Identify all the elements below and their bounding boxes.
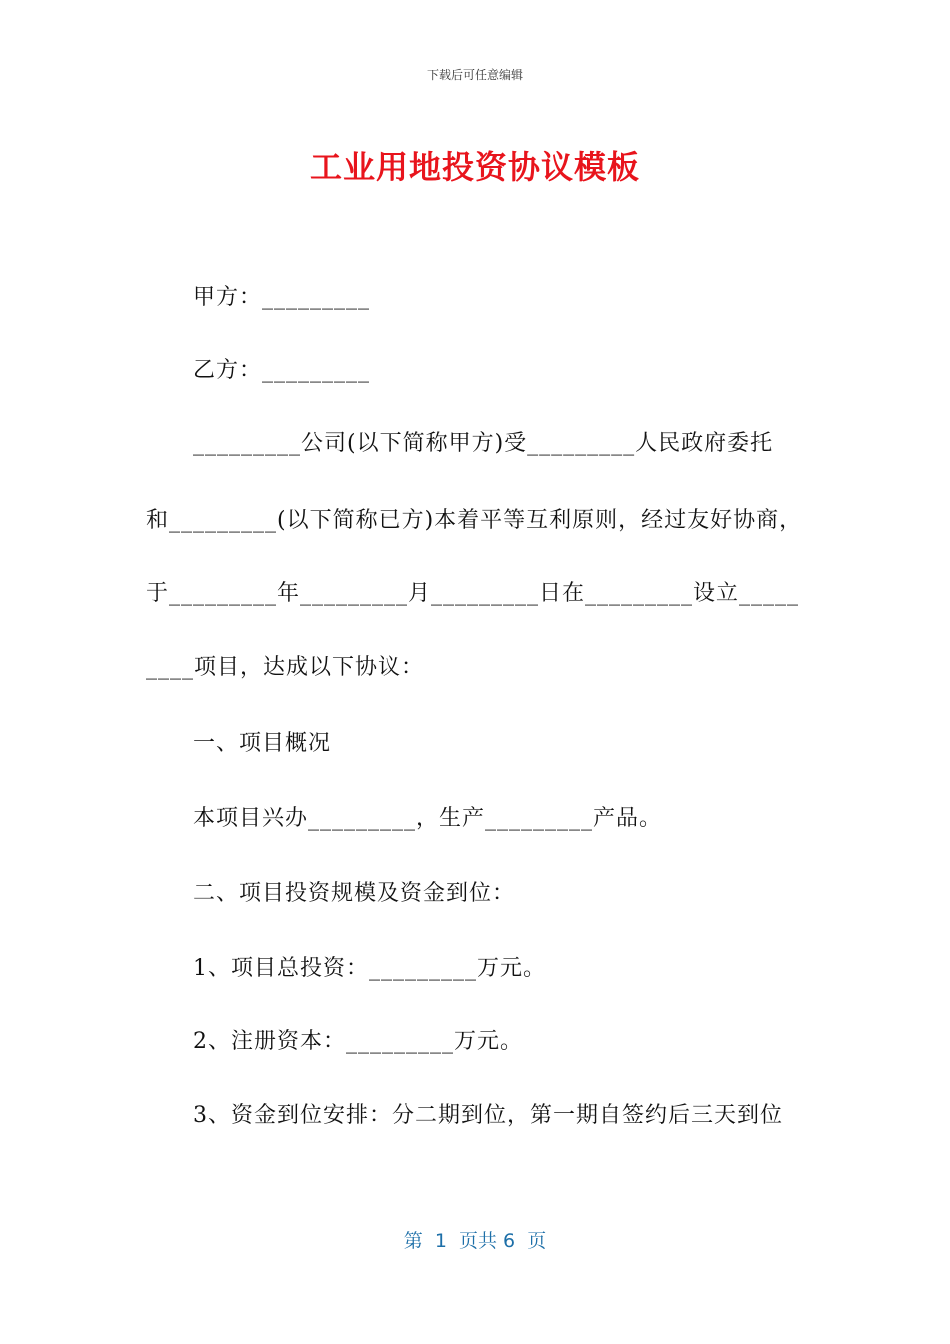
body-paragraph-line-3: 于_________年_________月_________日在_________设立_____ <box>146 581 800 606</box>
body-paragraph-line-2: 和_________(以下简称已方)本着平等互利原则，经过友好协商， <box>146 508 803 533</box>
party-b-line: 乙方：_________ <box>193 358 371 383</box>
total-investment-line: 1、项目总投资：_________万元。 <box>193 956 546 981</box>
body-paragraph-line-4: ____项目，达成以下协议： <box>146 655 425 680</box>
document-title: 工业用地投资协议模板 <box>309 148 640 186</box>
funding-schedule-line: 3、资金到位安排：分二期到位，第一期自签约后三天到位 <box>193 1103 783 1128</box>
project-overview-text: 本项目兴办_________，生产_________产品。 <box>193 806 663 831</box>
page-footer: 第 1 页共 6 页 <box>403 1230 547 1252</box>
header-note: 下载后可任意编辑 <box>426 68 523 82</box>
registered-capital-line: 2、注册资本：_________万元。 <box>193 1029 523 1054</box>
party-a-line: 甲方：_________ <box>193 285 371 310</box>
section-heading-1: 一、项目概况 <box>193 731 332 756</box>
section-heading-2: 二、项目投资规模及资金到位： <box>193 881 516 906</box>
body-paragraph-line-1: _________公司(以下简称甲方)受_________人民政府委托 <box>193 431 774 456</box>
